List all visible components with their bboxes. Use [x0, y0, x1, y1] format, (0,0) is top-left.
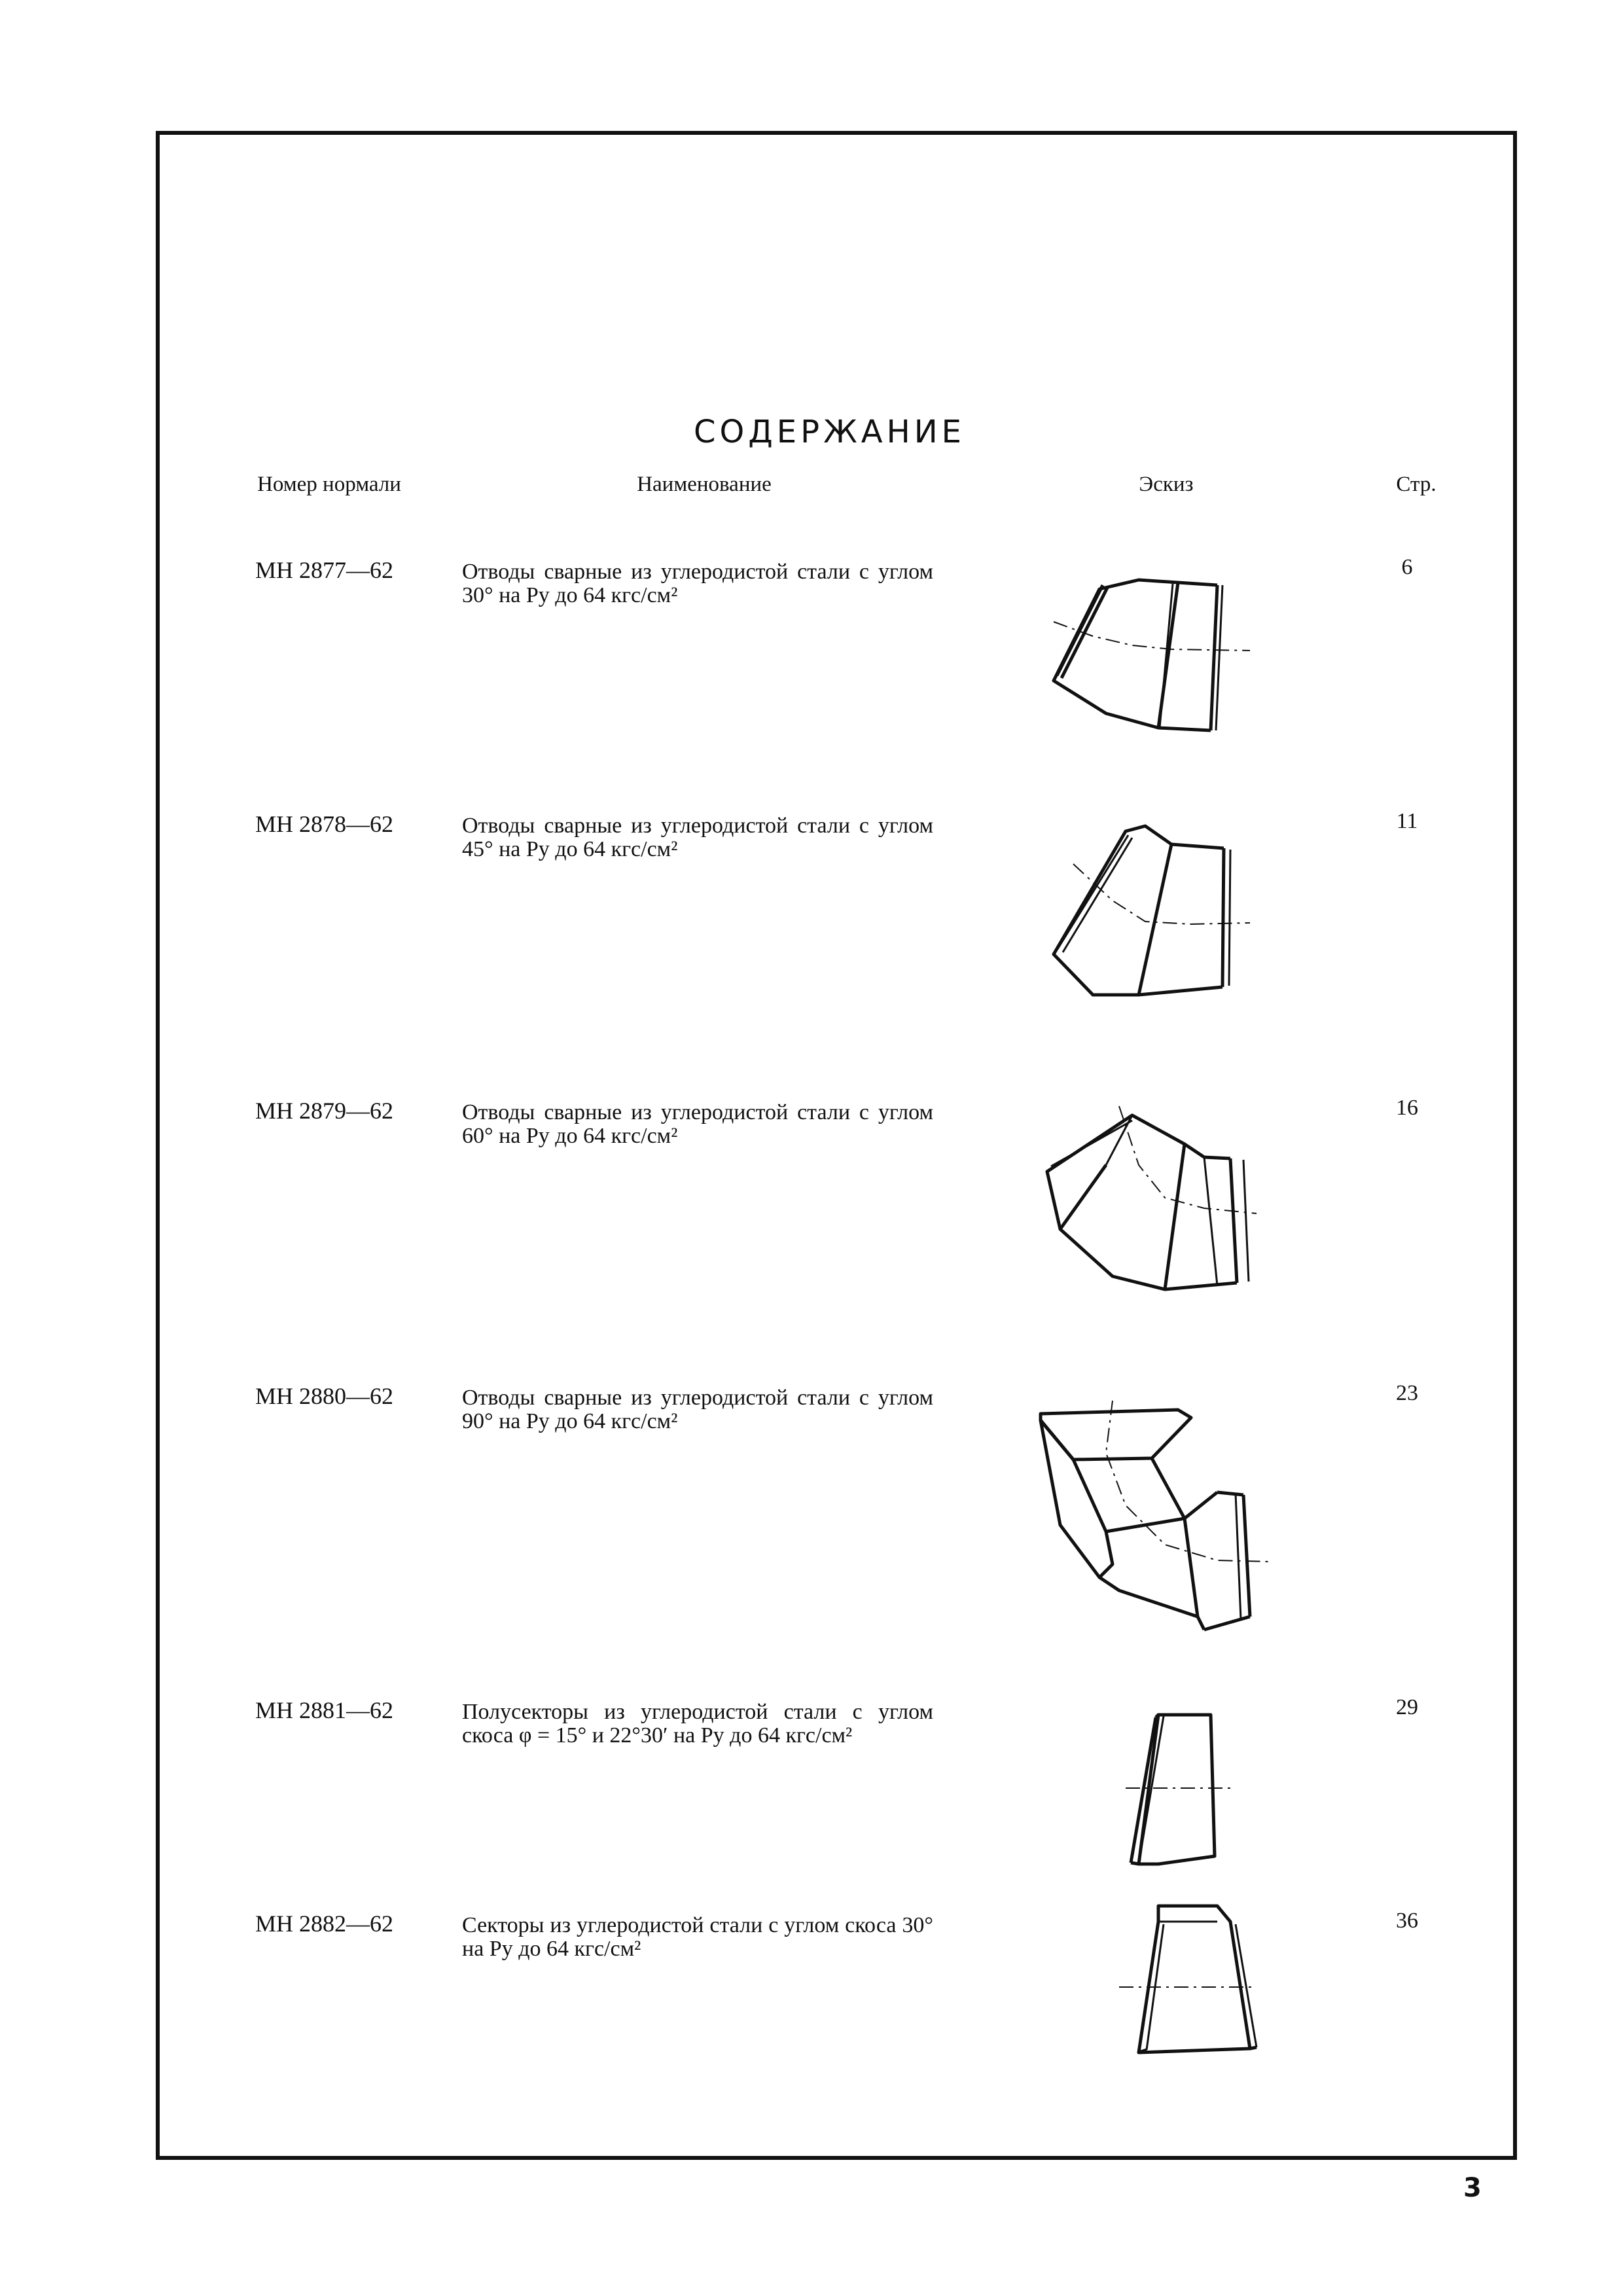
- frame-top-line: [156, 131, 1517, 135]
- header-code: Номер нормали: [257, 473, 401, 496]
- sector-sketch: [942, 1898, 1348, 2068]
- row-name: Полусекторы из углеродистой стали с углом скоса φ = 15° и 22°30′ на Pу до 64 кгс/см²: [462, 1700, 933, 1748]
- row-name: Отводы сварные из углеродистой стали с углом 90° на Pу до 64 кгс/см²: [462, 1386, 933, 1433]
- frame-bottom-line: [156, 2156, 1517, 2160]
- row-separator: [203, 1890, 1453, 1892]
- table-bottom-border: [196, 2079, 1458, 2081]
- row-name: Отводы сварные из углеродистой стали с углом 60° на Pу до 64 кгс/см²: [462, 1100, 933, 1148]
- table-top-border: [203, 457, 1453, 459]
- row-name: Секторы из углеродистой стали с углом скоса 30° на Pу до 64 кгс/см²: [462, 1913, 933, 1961]
- elbow-45-sketch: [942, 818, 1348, 1014]
- row-code: МН 2878—62: [255, 811, 394, 837]
- header-name: Наименование: [637, 473, 772, 496]
- row-page: 16: [1396, 1096, 1418, 1120]
- row-separator: [203, 788, 1453, 790]
- header-page: Стр.: [1396, 473, 1436, 496]
- table-right-border: [1453, 457, 1455, 2080]
- header-separator-double: [203, 538, 1453, 539]
- frame-right-line: [1513, 131, 1517, 2160]
- elbow-30-sketch: [942, 563, 1348, 740]
- column-divider: [455, 457, 457, 2080]
- row-page: 6: [1401, 555, 1413, 579]
- elbow-90-sketch: [942, 1394, 1348, 1662]
- row-code: МН 2879—62: [255, 1098, 394, 1124]
- row-separator: [203, 1676, 1453, 1677]
- row-separator: [203, 1073, 1453, 1075]
- row-code: МН 2877—62: [255, 557, 394, 583]
- half-sector-sketch: [942, 1702, 1348, 1878]
- page-number: 3: [1463, 2173, 1482, 2203]
- row-code: МН 2881—62: [255, 1697, 394, 1723]
- frame-left-line: [156, 131, 160, 2160]
- document-title: СОДЕРЖАНИЕ: [694, 414, 965, 450]
- row-name: Отводы сварные из углеродистой стали с углом 45° на Pу до 64 кгс/см²: [462, 814, 933, 861]
- row-page: 36: [1396, 1909, 1418, 1933]
- header-sketch: Эскиз: [1139, 473, 1194, 496]
- table-left-border: [203, 457, 205, 2080]
- row-code: МН 2882—62: [255, 1910, 394, 1937]
- elbow-60-sketch: [942, 1086, 1348, 1309]
- row-page: 29: [1396, 1695, 1418, 1719]
- row-page: 23: [1396, 1381, 1418, 1405]
- row-name: Отводы сварные из углеродистой стали с углом 30° на Pу до 64 кгс/см²: [462, 560, 933, 607]
- row-code: МН 2880—62: [255, 1383, 394, 1409]
- row-separator: [203, 1361, 1453, 1363]
- row-page: 11: [1396, 809, 1418, 833]
- column-divider: [1380, 457, 1382, 2080]
- header-separator: [203, 533, 1453, 535]
